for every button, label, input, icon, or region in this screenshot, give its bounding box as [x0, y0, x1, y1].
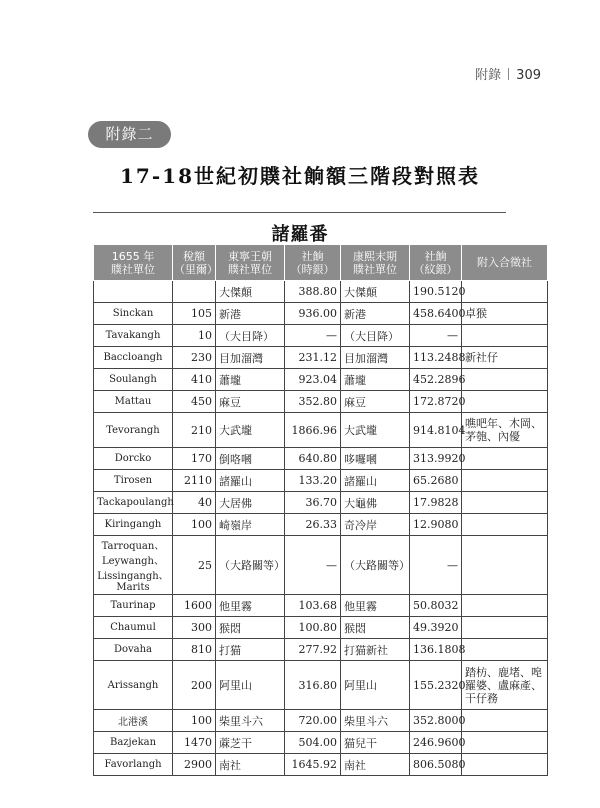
table-cell: 蕭壠 — [341, 369, 410, 391]
table-cell: 914.8104 — [410, 413, 462, 448]
appendix-badge: 附錄二 — [88, 121, 171, 148]
table-cell: 南社 — [341, 754, 410, 776]
table-cell: 麻豆 — [216, 391, 285, 413]
table-cell: 450 — [173, 391, 216, 413]
table-cell: 1470 — [173, 732, 216, 754]
table-cell: （大路關等） — [341, 536, 410, 595]
table-cell: Dovaha — [94, 639, 173, 661]
table-row — [94, 710, 548, 732]
table-cell — [462, 391, 548, 413]
table-cell: 504.00 — [285, 732, 341, 754]
table-cell: 崎嶺岸 — [216, 514, 285, 536]
table-cell: 他里霧 — [341, 595, 410, 617]
table-cell: 阿里山 — [216, 661, 285, 710]
table-row — [94, 347, 548, 369]
table-header-row — [94, 245, 548, 281]
table-row — [94, 617, 548, 639]
table-cell: 100 — [173, 710, 216, 732]
header-cell: 社餉 （時銀） — [285, 245, 341, 281]
table-cell: 230 — [173, 347, 216, 369]
table-cell: 目加溜灣 — [341, 347, 410, 369]
table-cell: 1600 — [173, 595, 216, 617]
table-cell: 猫兒干 — [341, 732, 410, 754]
table-cell: 105 — [173, 303, 216, 325]
table-row — [94, 514, 548, 536]
table-cell: 26.33 — [285, 514, 341, 536]
table-cell: 哆囉嘓 — [341, 448, 410, 470]
table-cell: — — [285, 325, 341, 347]
table-cell: 大傑顛 — [341, 281, 410, 303]
table-cell: 大傑顛 — [216, 281, 285, 303]
header-cell: 東寧王朝 贌社單位 — [216, 245, 285, 281]
tax-comparison-table — [93, 244, 548, 776]
table-cell: 10 — [173, 325, 216, 347]
table-cell: 100 — [173, 514, 216, 536]
table-cell: 新社仔 — [462, 347, 548, 369]
header-cell: 1655 年 贌社單位 — [94, 245, 173, 281]
table-cell: 923.04 — [285, 369, 341, 391]
table-cell: 277.92 — [285, 639, 341, 661]
table-cell: 南社 — [216, 754, 285, 776]
table-cell: 大武壠 — [216, 413, 285, 448]
table-row — [94, 391, 548, 413]
table-cell — [462, 536, 548, 595]
table-row — [94, 492, 548, 514]
table-cell: 300 — [173, 617, 216, 639]
table-cell: （大目降） — [216, 325, 285, 347]
table-row — [94, 470, 548, 492]
header-cell: 社餉 （紋銀） — [410, 245, 462, 281]
table-cell: 1645.92 — [285, 754, 341, 776]
table-cell: 50.8032 — [410, 595, 462, 617]
table-cell: 新港 — [216, 303, 285, 325]
table-cell: 65.2680 — [410, 470, 462, 492]
table-cell — [462, 492, 548, 514]
table-cell: 北港溪 — [94, 710, 173, 732]
table-cell — [462, 595, 548, 617]
table-cell: 打猫 — [216, 639, 285, 661]
table-row — [94, 732, 548, 754]
table-cell — [462, 325, 548, 347]
table-cell: 猴悶 — [216, 617, 285, 639]
table-cell — [462, 369, 548, 391]
table-row — [94, 413, 548, 448]
table-cell: Favorlangh — [94, 754, 173, 776]
table-cell: 210 — [173, 413, 216, 448]
table-row — [94, 303, 548, 325]
table-row — [94, 369, 548, 391]
table-cell: 17.9828 — [410, 492, 462, 514]
table-cell: Mattau — [94, 391, 173, 413]
table-cell — [462, 617, 548, 639]
table-row — [94, 536, 548, 595]
table-cell: Tarroquan、Leywangh、Lissingangh、Marits — [94, 536, 173, 595]
table-cell: 936.00 — [285, 303, 341, 325]
table-cell: 103.68 — [285, 595, 341, 617]
table-cell: Chaumul — [94, 617, 173, 639]
table-cell — [173, 281, 216, 303]
table-cell: Kiringangh — [94, 514, 173, 536]
table-cell: Sinckan — [94, 303, 173, 325]
table-cell: 113.2488 — [410, 347, 462, 369]
section-title: 諸羅番 — [271, 224, 329, 245]
table-cell: 柴里斗六 — [341, 710, 410, 732]
table-cell: 大武壠 — [341, 413, 410, 448]
header-cell: 稅額 （里爾） — [173, 245, 216, 281]
table-cell: Tevorangh — [94, 413, 173, 448]
table-cell: 12.9080 — [410, 514, 462, 536]
table-cell: 806.5080 — [410, 754, 462, 776]
table-row — [94, 595, 548, 617]
table-cell: 諸羅山 — [341, 470, 410, 492]
table-cell: 大居佛 — [216, 492, 285, 514]
table-cell: Tackapoulangh — [94, 492, 173, 514]
table-cell — [94, 281, 173, 303]
table-cell: 388.80 — [285, 281, 341, 303]
table-cell: 200 — [173, 661, 216, 710]
table-cell: — — [410, 325, 462, 347]
table-cell — [462, 281, 548, 303]
table-cell: 2900 — [173, 754, 216, 776]
table-cell: Tavakangh — [94, 325, 173, 347]
table-cell: 810 — [173, 639, 216, 661]
table-cell: 190.5120 — [410, 281, 462, 303]
table-cell: 噍吧年、木岡、茅匏、內優 — [462, 413, 548, 448]
running-head-label: 附錄 — [475, 68, 502, 83]
table-cell: 蕭壠 — [216, 369, 285, 391]
table-cell: Arissangh — [94, 661, 173, 710]
table-cell — [462, 448, 548, 470]
table-cell: （大目降） — [341, 325, 410, 347]
table-cell: 他里霧 — [216, 595, 285, 617]
table-cell: 40 — [173, 492, 216, 514]
table-cell: 目加溜灣 — [216, 347, 285, 369]
table-cell: 打猫新社 — [341, 639, 410, 661]
table-cell: Soulangh — [94, 369, 173, 391]
table-row — [94, 661, 548, 710]
table-cell: 麻豆 — [341, 391, 410, 413]
table-cell: 172.8720 — [410, 391, 462, 413]
page-number: 309 — [516, 68, 541, 83]
table-row — [94, 754, 548, 776]
table-cell: 155.2320 — [410, 661, 462, 710]
table-cell: 卓猴 — [462, 303, 548, 325]
table-cell: 倒咯嘓 — [216, 448, 285, 470]
table-cell: 踏枋、鹿堵、唣羅婆、盧麻產、干仔務 — [462, 661, 548, 710]
table-cell: 410 — [173, 369, 216, 391]
table-cell: 諸羅山 — [216, 470, 285, 492]
table-cell: 231.12 — [285, 347, 341, 369]
table-cell — [462, 754, 548, 776]
table-cell — [462, 470, 548, 492]
table-cell: Tirosen — [94, 470, 173, 492]
table-cell: （大路關等） — [216, 536, 285, 595]
table-row — [94, 639, 548, 661]
table-cell: 352.8000 — [410, 710, 462, 732]
table-cell: 猴悶 — [341, 617, 410, 639]
table-cell — [462, 710, 548, 732]
table-body — [94, 281, 548, 776]
table-cell: 720.00 — [285, 710, 341, 732]
table-cell: 36.70 — [285, 492, 341, 514]
table-cell — [462, 732, 548, 754]
table-cell: 蔴芝干 — [216, 732, 285, 754]
table-cell: 阿里山 — [341, 661, 410, 710]
header-divider — [508, 68, 509, 80]
title-divider — [93, 212, 506, 213]
table-cell: Dorcko — [94, 448, 173, 470]
table-cell: 100.80 — [285, 617, 341, 639]
table-cell: 133.20 — [285, 470, 341, 492]
table-cell: Baccloangh — [94, 347, 173, 369]
table-cell: 柴里斗六 — [216, 710, 285, 732]
table-cell: 458.6400 — [410, 303, 462, 325]
table-cell: 246.9600 — [410, 732, 462, 754]
table-cell: Bazjekan — [94, 732, 173, 754]
page-title: 17-18世紀初贌社餉額三階段對照表 — [120, 164, 480, 188]
table-cell: 316.80 — [285, 661, 341, 710]
table-cell — [462, 639, 548, 661]
header-cell: 附入合徵社 — [462, 245, 548, 281]
table-cell: 49.3920 — [410, 617, 462, 639]
table-cell: — — [410, 536, 462, 595]
table-cell: 136.1808 — [410, 639, 462, 661]
table-cell: 352.80 — [285, 391, 341, 413]
table-row — [94, 448, 548, 470]
table-cell: 452.2896 — [410, 369, 462, 391]
header-cell: 康熙末期 贌社單位 — [341, 245, 410, 281]
table-cell — [462, 514, 548, 536]
table-cell: 大龜佛 — [341, 492, 410, 514]
page-header — [475, 64, 541, 83]
table-cell: 新港 — [341, 303, 410, 325]
table-row — [94, 325, 548, 347]
table-cell: — — [285, 536, 341, 595]
table-row — [94, 281, 548, 303]
table-cell: Taurinap — [94, 595, 173, 617]
table-cell: 25 — [173, 536, 216, 595]
table-cell: 313.9920 — [410, 448, 462, 470]
table-cell: 奇冷岸 — [341, 514, 410, 536]
table-cell: 170 — [173, 448, 216, 470]
table-cell: 2110 — [173, 470, 216, 492]
table-cell: 1866.96 — [285, 413, 341, 448]
table-cell: 640.80 — [285, 448, 341, 470]
